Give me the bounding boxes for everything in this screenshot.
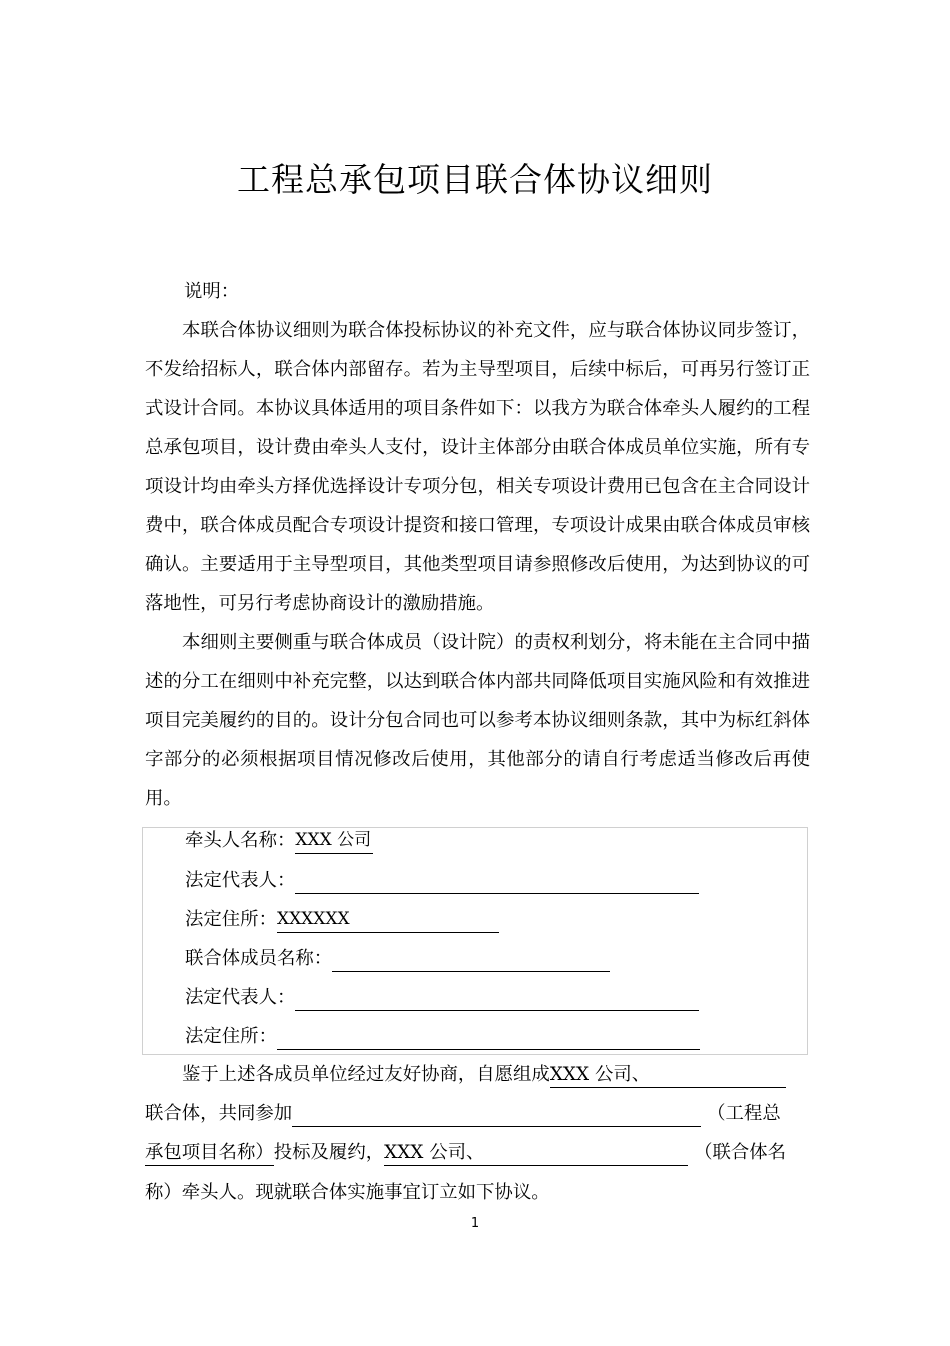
- page-number: 1: [470, 1216, 480, 1231]
- agreement-line-4-text: 称）牵头人。现就联合体实施事宜订立如下协议。: [145, 1182, 550, 1203]
- lead-address-value: XXXXXX: [277, 907, 499, 933]
- member-name-row: [185, 946, 610, 972]
- document-title: 工程总承包项目联合体协议细则: [237, 160, 713, 199]
- note-paragraph-2: 本细则主要侧重与联合体成员（设计院）的责权利划分，将未能在主合同中描述的分工在细则中补充完整，以达到联合体内部共同降低项目实施风险和有效推进项目完美履约的目的。设计分包合同也可以参考本协议细则条款，其中为标红斜体字部分的必须根据项目情况修改后使用，其他部分的请自行考虑适当修改后再使用。: [145, 632, 810, 809]
- agreement-line-1-fill: XXX 公司、: [550, 1062, 786, 1088]
- lead-rep-blank: [295, 868, 699, 894]
- member-name-blank: [332, 946, 610, 972]
- party-info-box: [142, 827, 808, 1055]
- agreement-line-1: [145, 1062, 810, 1088]
- note-label: 说明：: [184, 281, 240, 302]
- agreement-line-2-text: 联合体，共同参加: [145, 1103, 293, 1124]
- agreement-line-1-text: 鉴于上述各成员单位经过友好协商，自愿组成: [182, 1064, 550, 1085]
- agreement-line-2-suffix: （工程总: [707, 1103, 781, 1124]
- agreement-line-3: [145, 1140, 810, 1166]
- member-rep-row: [185, 985, 699, 1011]
- member-address-label: 法定住所：: [185, 1026, 277, 1047]
- member-rep-blank: [295, 985, 699, 1011]
- lead-name-row: [185, 828, 373, 854]
- agreement-project-blank: [292, 1101, 701, 1127]
- member-rep-label: 法定代表人：: [185, 987, 296, 1008]
- member-name-label: 联合体成员名称：: [185, 948, 333, 969]
- note-paragraph-1: 本联合体协议细则为联合体投标协议的补充文件，应与联合体协议同步签订，不发给招标人，联合体内部留存。若为主导型项目，后续中标后，可再另行签订正式设计合同。本协议具体适用的项目条件如下：以我方为联合体牵头人履约的工程总承包项目，设计费由牵头人支付，设计主体部分由联合体成员单位实施，所有专项设计均由牵头方择优选择设计专项分包，相关专项设计费用已包含在主合同设计费中，联合体成员配合专项设计提资和接口管理，专项设计成果由联合体成员审核确认。主要适用于主导型项目，其他类型项目请参照修改后使用，为达到协议的可落地性，可另行考虑协商设计的激励措施。: [145, 320, 810, 614]
- lead-name-value: XXX 公司: [295, 828, 373, 854]
- agreement-line-4: [145, 1180, 810, 1206]
- member-address-row: [185, 1024, 700, 1050]
- lead-rep-row: [185, 868, 699, 894]
- agreement-line-3-prefix: 承包项目名称）: [145, 1140, 274, 1166]
- lead-name-label: 牵头人名称：: [185, 830, 296, 851]
- agreement-line-3-fill: XXX 公司、: [384, 1140, 688, 1166]
- agreement-line-2: [145, 1101, 810, 1127]
- lead-address-row: [185, 907, 499, 933]
- lead-address-label: 法定住所：: [185, 909, 277, 930]
- lead-rep-label: 法定代表人：: [185, 870, 296, 891]
- member-address-blank: [277, 1024, 700, 1050]
- agreement-line-3-text: 投标及履约，: [273, 1142, 385, 1163]
- agreement-line-3-suffix: （联合体名: [694, 1142, 787, 1163]
